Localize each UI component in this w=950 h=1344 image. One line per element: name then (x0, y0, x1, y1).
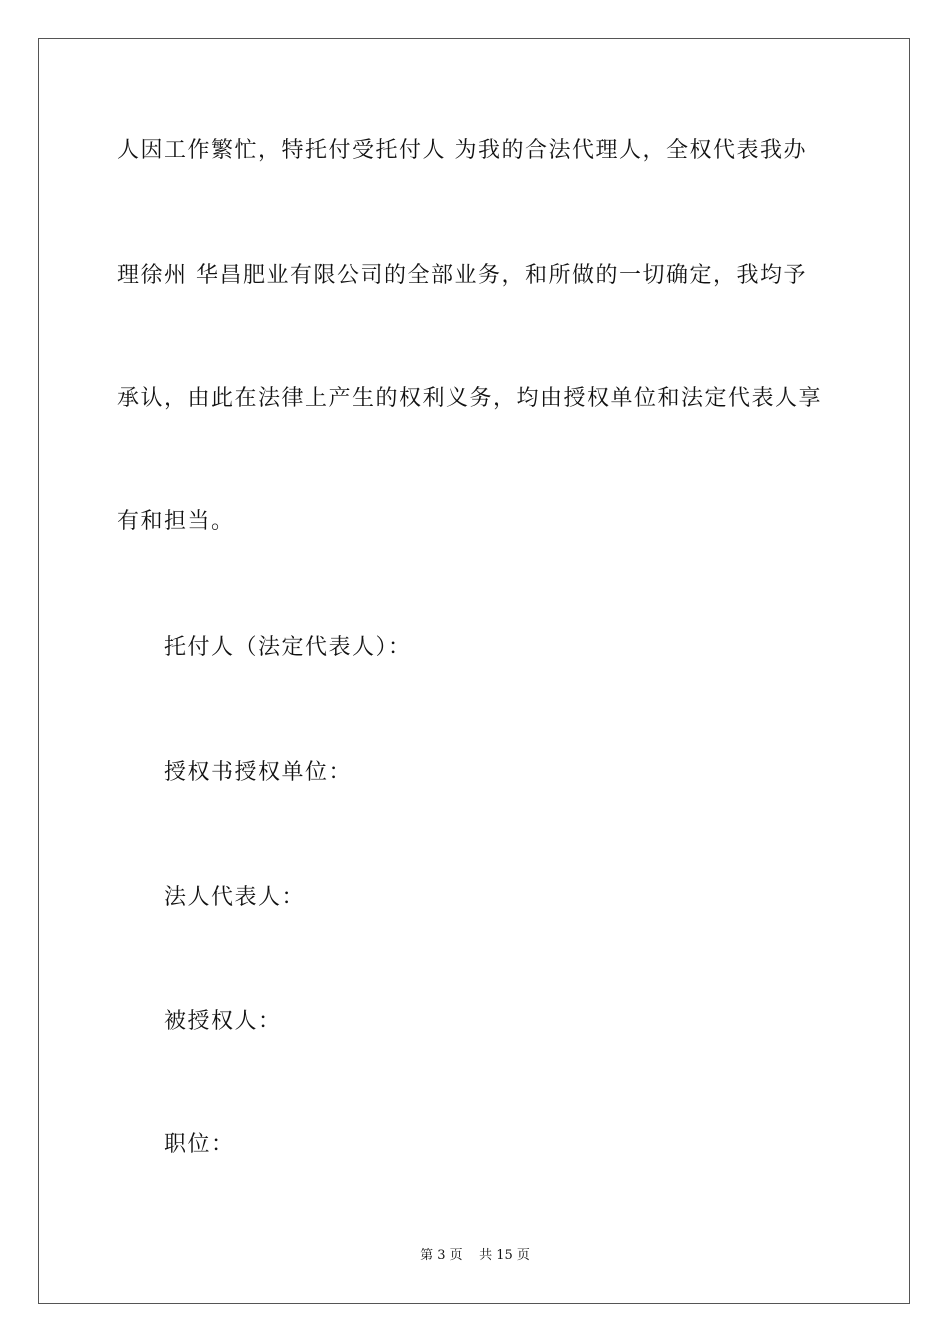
page-frame (38, 38, 910, 1304)
field-authorized-person: 被授权人： (164, 1009, 282, 1034)
body-line-2: 理徐州 华昌肥业有限公司的全部业务，和所做的一切确定，我均予 (117, 263, 807, 288)
body-line-3: 承认，由此在法律上产生的权利义务，均由授权单位和法定代表人享 (117, 386, 823, 411)
field-legal-representative: 法人代表人： (164, 885, 306, 910)
field-position: 职位： (164, 1132, 235, 1157)
field-entrusting-party: 托付人（法定代表人）： (164, 635, 412, 660)
body-line-4: 有和担当。 (117, 509, 235, 534)
body-line-1: 人因工作繁忙，特托付受托付人 为我的合法代理人，全权代表我办 (117, 138, 807, 163)
field-authorizing-unit: 授权书授权单位： (164, 760, 353, 785)
page-number-footer: 第 3 页 共 15 页 (420, 1248, 530, 1263)
